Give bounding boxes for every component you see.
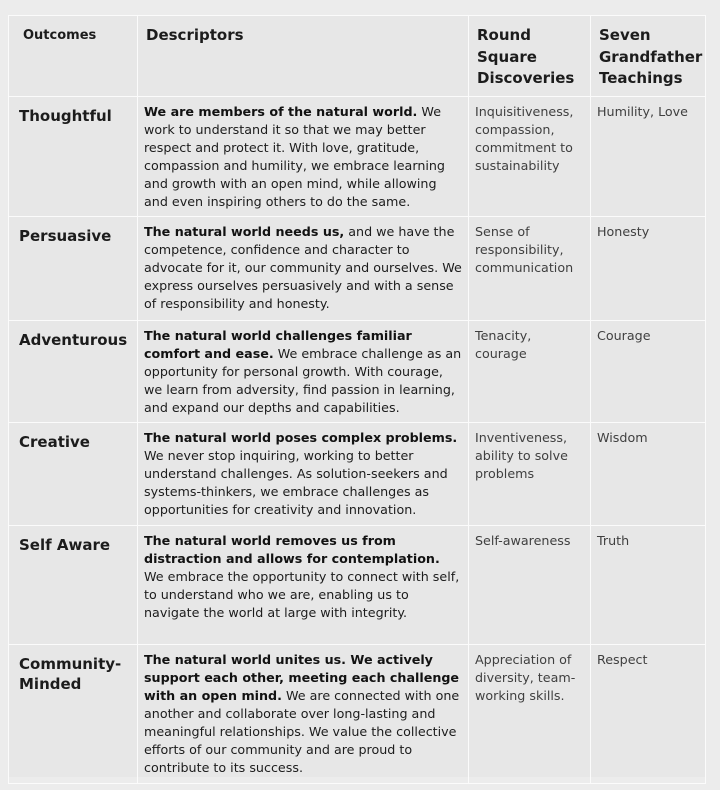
descriptor-cell [138,320,469,422]
descriptor-lead: The natural world poses complex problems. [144,429,458,445]
teachings-cell: Respect [591,644,706,783]
header-round-square: Round Square Discoveries [469,16,591,97]
descriptor-lead: The natural world needs us, [144,223,345,239]
descriptor-lead: The natural world removes us from distraction and allows for contemplation. [144,532,440,566]
teachings-cell: Honesty [591,216,706,320]
round-square-cell: Appreciation of diversity, team-working skills. [469,644,591,783]
outcome-cell: Community-Minded [9,644,138,783]
table-row [9,216,706,320]
descriptor-cell [138,644,469,783]
teachings-cell: Truth [591,525,706,644]
descriptor-cell [138,525,469,644]
teachings-cell: Wisdom [591,422,706,525]
descriptor-body: We are connected with one another and collaborate over long-lasting and meaningful relationships. We value the collective efforts of our community and are proud to contribute to its success. [144,687,460,776]
outcomes-table-container [8,15,705,777]
teachings-cell: Humility, Love [591,97,706,217]
round-square-cell: Tenacity, courage [469,320,591,422]
descriptor-cell [138,216,469,320]
descriptor-body: and we have the competence, confidence and character to advocate for it, our community and ourselves. We express ourselves persuasively and with a sense of responsibility and honesty. [144,223,462,311]
table-row [9,525,706,644]
descriptor-body: We embrace challenge as an opportunity for personal growth. With courage, we learn from adversity, find passion in learning, and expand our depths and capabilities. [144,345,462,415]
header-seven-grandfather: Seven Grandfather Teachings [591,16,706,97]
round-square-cell: Sense of responsibility, communication [469,216,591,320]
outcome-cell: Creative [9,422,138,525]
teachings-cell: Courage [591,320,706,422]
descriptor-cell [138,97,469,217]
descriptor-lead: We are members of the natural world. [144,104,418,119]
table-row [9,422,706,525]
outcome-cell: Adventurous [9,320,138,422]
round-square-cell: Inquisitiveness, compassion, commitment to sustainability [469,97,591,217]
descriptor-lead: The natural world unites us. We actively support each other, meeting each challenge with an open mind. [144,651,460,703]
descriptor-body: We work to understand it so that we may better respect and protect it. With love, gratitude, compassion and humility, we embrace learning and growth with an open mind, while allowing and even inspiring others to do the same. [144,104,445,210]
outcome-cell: Persuasive [9,216,138,320]
round-square-cell: Self-awareness [469,525,591,644]
descriptor-cell [138,422,469,525]
table-row [9,97,706,217]
descriptor-body: We embrace the opportunity to connect with self, to understand who we are, enabling us to navigate the world at large with integrity. [144,568,460,620]
round-square-cell: Inventiveness, ability to solve problems [469,422,591,525]
descriptor-lead: The natural world challenges familiar comfort and ease. [144,327,412,361]
header-outcomes: Outcomes [9,16,138,97]
outcome-cell: Self Aware [9,525,138,644]
outcome-cell: Thoughtful [9,97,138,217]
table-row [9,320,706,422]
outcomes-table [8,15,706,784]
table-header-row [9,16,706,97]
table-row [9,644,706,783]
header-descriptors: Descriptors [138,16,469,97]
descriptor-body: We never stop inquiring, working to better understand challenges. As solution-seekers and systems-thinkers, we embrace challenges as opportunities for creativity and innovation. [144,447,448,517]
